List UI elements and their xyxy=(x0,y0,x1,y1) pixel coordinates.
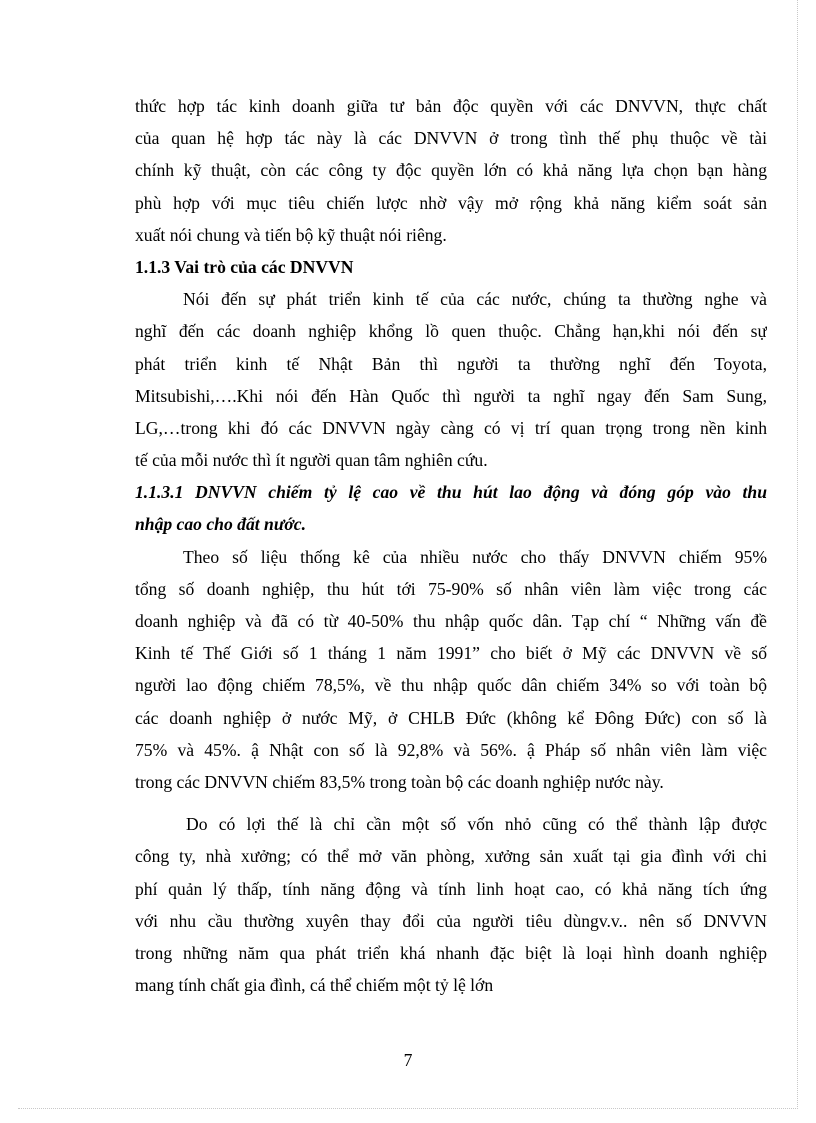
text-line: công ty, nhà xưởng; có thể mở văn phòng, xưởng sản xuất tại gia đình với chi xyxy=(135,846,767,867)
text-line: nghĩ đến các doanh nghiệp khổng lồ quen thuộc. Chẳng hạn,khi nói đến sự xyxy=(135,321,767,342)
text-line: phí quản lý thấp, tính năng động và tính linh hoạt cao, có khả năng tích ứng xyxy=(135,878,767,899)
text-line: tổng số doanh nghiệp, thu hút tới 75-90% số nhân viên làm việc trong các xyxy=(135,578,767,599)
paragraph-gap xyxy=(135,798,767,808)
text-line: chính kỹ thuật, còn các công ty độc quyền lớn có khả năng lựa chọn bạn hàng xyxy=(135,160,767,181)
text-line: trong những năm qua phát triển khá nhanh đặc biệt là loại hình doanh nghiệp xyxy=(135,942,767,963)
text-line: của quan hệ hợp tác này là các DNVVN ở trong tình thế phụ thuộc về tài xyxy=(135,128,767,149)
subsection-heading: nhập cao cho đất nước. xyxy=(135,514,307,535)
text-line: người lao động chiếm 78,5%, về thu nhập quốc dân chiếm 34% so với toàn bộ xyxy=(135,675,767,696)
page-border-right xyxy=(797,0,798,1109)
text-line: mang tính chất gia đình, cá thể chiếm một tỷ lệ lớn xyxy=(135,975,494,996)
text-line: Kinh tế Thế Giới số 1 tháng 1 năm 1991” cho biết ở Mỹ các DNVVN về số xyxy=(135,643,767,664)
subsection-heading: 1.1.3.1 DNVVN chiếm tỷ lệ cao về thu hút lao động và đóng góp vào thu xyxy=(135,482,767,503)
text-line: các doanh nghiệp ở nước Mỹ, ở CHLB Đức (không kể Đông Đức) con số là xyxy=(135,707,767,728)
text-line: 75% và 45%. ậ Nhật con số là 92,8% và 56%. ậ Pháp số nhân viên làm việc xyxy=(135,739,767,760)
section-heading: 1.1.3 Vai trò của các DNVVN xyxy=(135,256,354,277)
text-line: xuất nói chung và tiến bộ kỹ thuật nói riêng. xyxy=(135,224,447,245)
text-line: LG,…trong khi đó các DNVVN ngày càng có vị trí quan trọng trong nền kinh xyxy=(135,417,767,438)
text-line: phù hợp với mục tiêu chiến lược nhờ vậy mở rộng khả năng kiểm soát sản xyxy=(135,192,767,213)
text-line: trong các DNVVN chiếm 83,5% trong toàn bộ các doanh nghiệp nước này. xyxy=(135,771,664,792)
text-line: doanh nghiệp và đã có từ 40-50% thu nhập quốc dân. Tạp chí “ Những vấn đề xyxy=(135,611,767,631)
page-number: 7 xyxy=(403,1050,413,1070)
text-line: Theo số liệu thống kê của nhiều nước cho thấy DNVVN chiếm 95% xyxy=(183,546,767,567)
document-body xyxy=(135,90,767,1001)
text-line: Nói đến sự phát triển kinh tế của các nước, chúng ta thường nghe và xyxy=(183,289,767,310)
text-line: Mitsubishi,….Khi nói đến Hàn Quốc thì người ta nghĩ ngay đến Sam Sung, xyxy=(135,385,767,406)
text-line: phát triển kinh tế Nhật Bản thì người ta thường nghĩ đến Toyota, xyxy=(135,353,767,374)
page-border-bottom xyxy=(18,1108,798,1109)
text-line: thức hợp tác kinh doanh giữa tư bản độc quyền với các DNVVN, thực chất xyxy=(135,96,767,116)
text-line: tế của mỗi nước thì ít người quan tâm nghiên cứu. xyxy=(135,450,488,471)
text-line: với nhu cầu thường xuyên thay đổi của người tiêu dùngv.v.. nên số DNVVN xyxy=(135,910,767,931)
text-line: Do có lợi thế là chỉ cần một số vốn nhỏ cũng có thể thành lập được xyxy=(186,814,767,835)
